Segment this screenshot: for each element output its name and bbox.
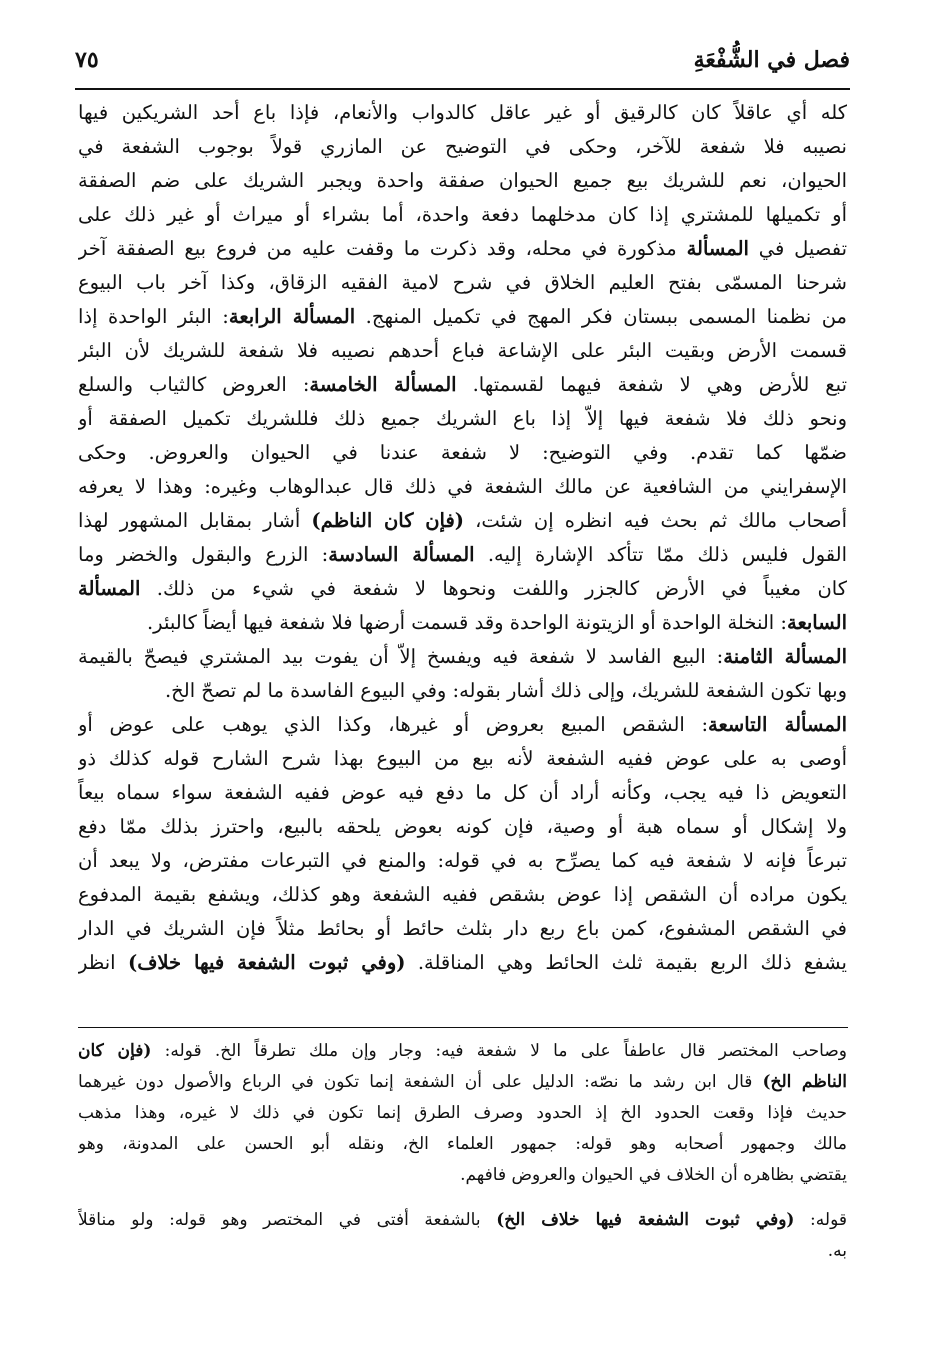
text-line: كله أي عاقلاً كان كالرقيق أو غير عاقل كالدواب والأنعام، فإذا باع أحد الشريكين فيها [78,101,847,124]
bold-term: السابعة [787,611,847,634]
page-number: ٧٥ [75,47,99,73]
footnote-line: وصاحب المختصر قال عاطفاً على ما لا شفعة فيه: وجار وإن ملك تطرقاً الخ. قوله: (فإن كان [78,1041,847,1061]
chapter-title: فصل في الشُّفْعَةِ [693,47,850,73]
text-line: تبع للأرض وهي لا شفعة فيهما لقسمتها. المسألة الخامسة: العروض كالثياب والسلع [78,373,847,396]
bold-term: المسألة الثامنة [723,645,847,668]
footnotes [78,1036,847,1267]
text-line: الإسفرايني من الشافعية عن مالك الشفعة في ذلك قال عبدالوهاب وغيره: وهذا لا يعرفه [78,475,847,498]
text-line: تفصيل في المسألة مذكورة في محله، وقد ذكرت ما وقفت عليه من فروع بيع الصفقة آخر [78,237,847,260]
text-line: يكون مراده أن الشقص إذا عوض بشقص ففيه الشفعة وهو كذلك، ويشفع بقيمة المدفوع [78,883,847,906]
footnote-line: به. [827,1241,847,1261]
text-line: كان مغيباً في الأرض كالجزر واللفت ونحوها لا شفعة في شيء من ذلك. المسألة [78,577,847,600]
main-text [78,96,847,980]
text-line: قسمت الأرض وبقيت البئر على الإشاعة فباع أحدهم نصيبه فلا شفعة للشريك لأن البئر [78,339,847,362]
text-line: المسألة التاسعة: الشقص المبيع بعروض أو غيرها، وكذا الذي يوهب على عوض أو [78,713,847,736]
text-line: أو تكميلها للمشتري إذا كان مدخلهما دفعة واحدة، أما بشراء أو ميراث أو غير ذلك على [78,203,847,226]
footnote-line: يقتضي بظاهره أن الخلاف في الحيوان والعروض فافهم. [460,1165,847,1185]
header-rule [75,88,850,90]
text-line: أوصى به على عوض ففيه الشفعة لأنه بيع من البيوع بهذا شرح الشارح قوله كذلك ذو [78,747,847,770]
text-line: ضمّها كما تقدم. وفي التوضيح: لا شفعة عندنا في الحيوان والعروض. وحكى [78,441,847,464]
footnote-line: الناظم الخ) قال ابن رشد ما نصّه: الدليل على أن الشفعة إنما تكون في الرباع والأصول دون غيرهما [78,1072,847,1092]
bold-term: (فإن كان [78,1041,152,1061]
bold-term: (وفي ثبوت الشفعة فيها خلاف) [127,951,406,974]
bold-term: المسألة السادسة [328,543,475,566]
bold-term: (فإن كان الناظم) [311,509,465,532]
text-line: ولا إشكال أو سماه هبة أو وصية، فإن كونه بعوض يلحقه بالبيع، واحترز بذلك ممّا دفع [78,815,847,838]
footnote-separator [78,1027,848,1028]
text-line: أصحاب مالك ثم بحث فيه انظره إن شئت، (فإن كان الناظم) أشار بمقابل المشهور لهذا [78,509,847,532]
bold-term: الناظم الخ) [762,1072,847,1092]
text-line: الحيوان، نعم للشريك بيع جميع الحيوان صفقة واحدة ويجبر الشريك على ضم الصفقة [78,169,847,192]
text-line: وبها تكون الشفعة للشريك، وإلى ذلك أشار بقوله: وفي البيوع الفاسدة ما لم تصحّ الخ. [164,679,847,702]
text-line: التعويض ذا فيه يجب، وكأنه أراد أن كل ما دفع فيه عوض ففيه الشفعة سواء سماه بيعاً [78,781,847,804]
text-line: شرحنا المسمّى بفتح العليم الخلاق في شرح لامية الفقيه الزقاق، وكذا آخر باب البيوع [78,271,847,294]
bold-term: المسألة [78,577,141,600]
bold-term: المسألة الرابعة [228,305,356,328]
footnote-gap [78,1191,847,1205]
text-line: يشفع ذلك الربع بقيمة ثلث الحائط وهي المناقلة. (وفي ثبوت الشفعة فيها خلاف) انظر [78,951,847,974]
text-line: في الشقص المشفوع، كمن باع ربع دار بثلث حائط أو بحائط مثلاً فإن الشريك في الدار [78,917,847,940]
bold-term: المسألة الخامسة [309,373,457,396]
text-line: القول فليس ذلك ممّا تتأكد الإشارة إليه. المسألة السادسة: الزرع والبقول والخضر وما [78,543,847,566]
footnote-line: حديث فإذا وقعت الحدود الخ إذ الحدود وصرف الطرق إنما تكون في ذلك لا غيره، وهذا مذهب [78,1103,847,1123]
text-line: السابعة: النخلة الواحدة أو الزيتونة الواحدة وقد قسمت أرضها فلا شفعة فيها أيضاً كالبئر. [146,611,847,634]
text-line: نصيبه فلا شفعة للآخر، وحكى في التوضيح عن المازري قولاً بوجوب الشفعة في [78,135,847,158]
page-header [75,40,850,80]
footnote-line: مالك وجمهور أصحابه وهو قوله: جمهور العلماء الخ، ونقله أبو الحسن على المدونة، وهو [78,1134,847,1154]
bold-term: المسألة التاسعة [708,713,847,736]
text-line: ونحو ذلك فلا شفعة فيها إلاّ إذا باع الشريك جميع ذلك فللشريك تكميل الصفقة أو [78,407,847,430]
text-line: تبرعاً فإنه لا شفعة فيه كما يصرِّح به في قوله: والمنع في التبرعات مفترض، ولا يبعد أن [78,849,847,872]
bold-term: (وفي ثبوت الشفعة فيها خلاف الخ) [496,1210,795,1230]
text-line: المسألة الثامنة: البيع الفاسد لا شفعة فيه ويفسخ إلاّ أن يفوت بيد المشتري فيصحّ بالقيمة [78,645,847,668]
footnote-line: قوله: (وفي ثبوت الشفعة فيها خلاف الخ) بالشفعة أفتى في المختصر وهو قوله: ولو مناقلاً [78,1210,847,1230]
bold-term: المسألة [686,237,749,260]
text-line: من نظمنا المسمى ببستان فكر المهج في تكميل المنهج. المسألة الرابعة: البئر الواحدة إذا [78,305,847,328]
